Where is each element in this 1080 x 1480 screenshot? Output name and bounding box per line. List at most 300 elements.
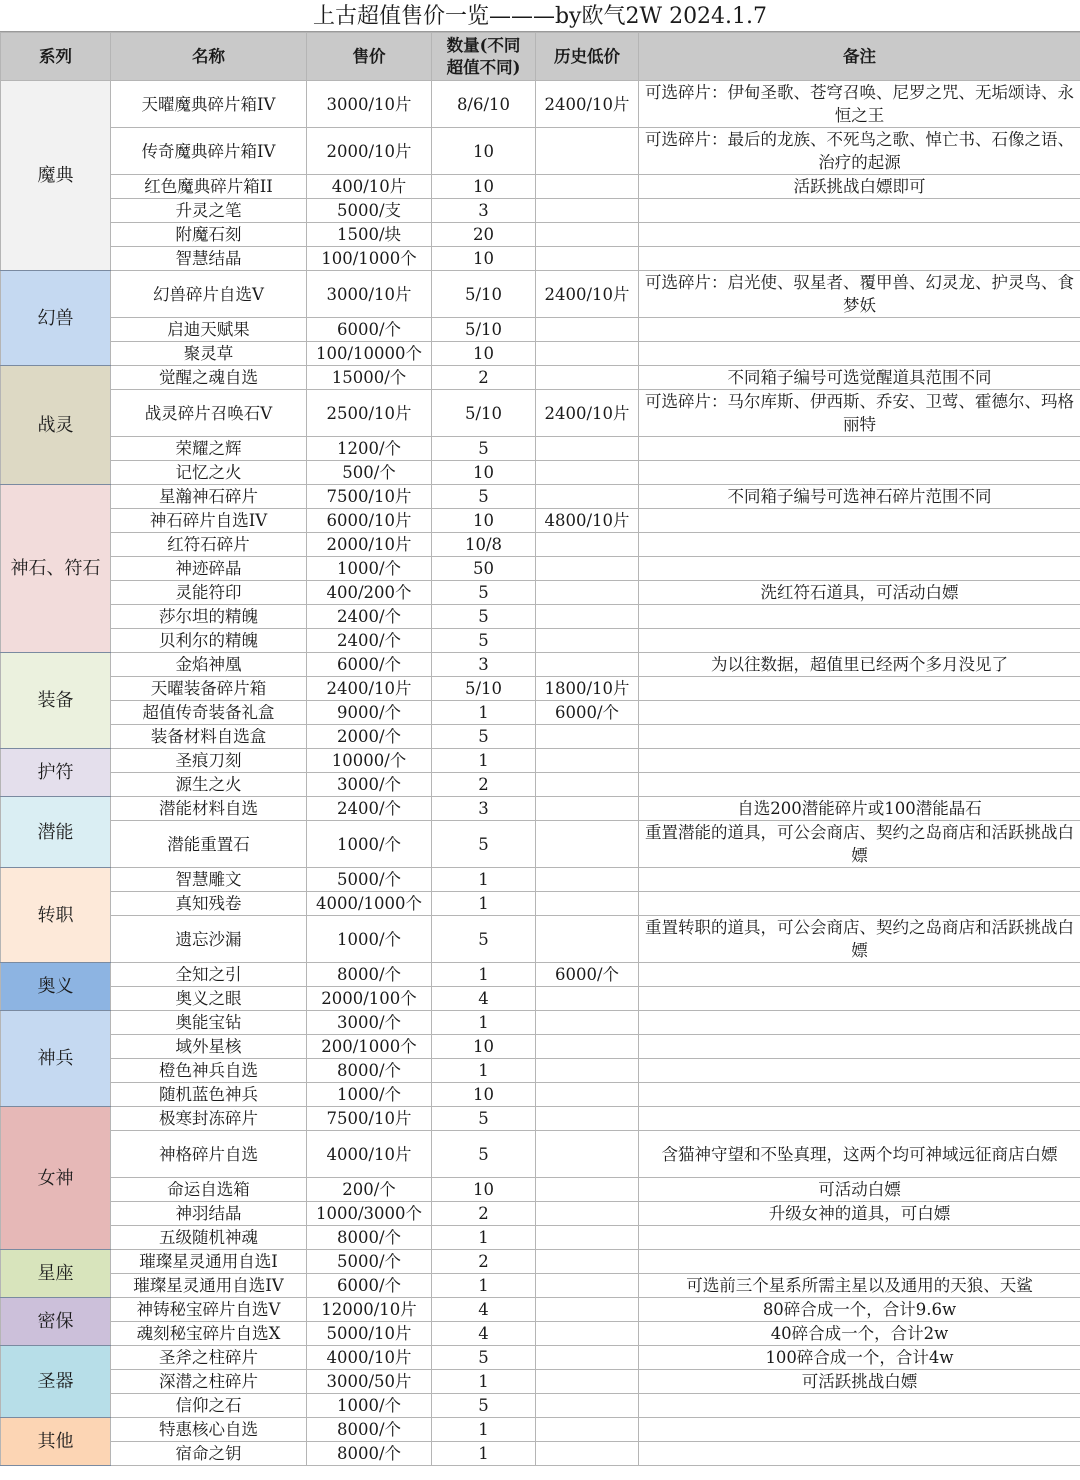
quantity-cell: 5 — [432, 581, 536, 605]
table-row — [1, 1274, 1080, 1298]
note-cell: 含猫神守望和不坠真理，这两个均可神域远征商店白嫖 — [639, 1131, 1080, 1178]
item-name-cell: 幻兽碎片自选V — [111, 271, 307, 318]
price-cell: 400/200个 — [307, 581, 432, 605]
note-cell: 80碎合成一个，合计9.6w — [639, 1298, 1080, 1322]
quantity-cell: 2 — [432, 773, 536, 797]
item-name-cell: 命运自选箱 — [111, 1178, 307, 1202]
table-row — [1, 868, 1080, 892]
quantity-cell: 1 — [432, 1059, 536, 1083]
price-cell: 15000/个 — [307, 366, 432, 390]
series-cell: 神石、符石 — [1, 485, 111, 653]
item-name-cell: 神铸秘宝碎片自选V — [111, 1298, 307, 1322]
price-cell: 7500/10片 — [307, 1107, 432, 1131]
price-cell: 2500/10片 — [307, 390, 432, 437]
historic-low-cell — [536, 1298, 639, 1322]
quantity-cell: 1 — [432, 1418, 536, 1442]
table-row — [1, 485, 1080, 509]
table-row — [1, 1083, 1080, 1107]
header-quantity-line1: 数量(不同 — [446, 35, 521, 55]
table-row — [1, 437, 1080, 461]
note-cell — [639, 509, 1080, 533]
series-cell: 护符 — [1, 749, 111, 797]
quantity-cell: 1 — [432, 868, 536, 892]
table-row — [1, 223, 1080, 247]
historic-low-cell — [536, 1107, 639, 1131]
note-cell: 为以往数据，超值里已经两个多月没见了 — [639, 653, 1080, 677]
table-row — [1, 1418, 1080, 1442]
table-row — [1, 271, 1080, 318]
price-cell: 8000/个 — [307, 1226, 432, 1250]
quantity-cell: 4 — [432, 987, 536, 1011]
header-quantity-line2: 超值不同) — [446, 57, 521, 77]
quantity-cell: 10 — [432, 461, 536, 485]
historic-low-cell — [536, 653, 639, 677]
quantity-cell: 5/10 — [432, 318, 536, 342]
quantity-cell: 10 — [432, 342, 536, 366]
quantity-cell: 5/10 — [432, 677, 536, 701]
historic-low-cell: 2400/10片 — [536, 81, 639, 128]
quantity-cell: 1 — [432, 1226, 536, 1250]
table-row — [1, 821, 1080, 868]
item-name-cell: 神羽结晶 — [111, 1202, 307, 1226]
price-cell: 9000/个 — [307, 701, 432, 725]
table-row — [1, 987, 1080, 1011]
price-cell: 1000/个 — [307, 1394, 432, 1418]
quantity-cell: 20 — [432, 223, 536, 247]
note-cell — [639, 1250, 1080, 1274]
price-cell: 6000/个 — [307, 653, 432, 677]
table-row — [1, 916, 1080, 963]
table-row — [1, 773, 1080, 797]
historic-low-cell — [536, 175, 639, 199]
price-cell: 200/1000个 — [307, 1035, 432, 1059]
series-cell: 圣器 — [1, 1346, 111, 1418]
historic-low-cell — [536, 1346, 639, 1370]
historic-low-cell — [536, 1418, 639, 1442]
note-cell: 活跃挑战白嫖即可 — [639, 175, 1080, 199]
historic-low-cell — [536, 342, 639, 366]
note-cell — [639, 868, 1080, 892]
table-row — [1, 1250, 1080, 1274]
table-row — [1, 725, 1080, 749]
price-cell: 4000/10片 — [307, 1131, 432, 1178]
price-table — [0, 32, 1080, 1466]
item-name-cell: 智慧结晶 — [111, 247, 307, 271]
historic-low-cell — [536, 1035, 639, 1059]
table-row — [1, 199, 1080, 223]
note-cell — [639, 629, 1080, 653]
note-cell: 可选碎片：最后的龙族、不死鸟之歌、悼亡书、石像之语、治疗的起源 — [639, 128, 1080, 175]
historic-low-cell — [536, 581, 639, 605]
historic-low-cell — [536, 1250, 639, 1274]
table-row — [1, 461, 1080, 485]
historic-low-cell: 4800/10片 — [536, 509, 639, 533]
quantity-cell: 5 — [432, 1107, 536, 1131]
note-cell — [639, 437, 1080, 461]
historic-low-cell: 2400/10片 — [536, 271, 639, 318]
item-name-cell: 灵能符印 — [111, 581, 307, 605]
historic-low-cell — [536, 1011, 639, 1035]
quantity-cell: 5 — [432, 1346, 536, 1370]
item-name-cell: 红色魔典碎片箱II — [111, 175, 307, 199]
item-name-cell: 觉醒之魂自选 — [111, 366, 307, 390]
header-historic-low: 历史低价 — [536, 33, 639, 81]
historic-low-cell — [536, 366, 639, 390]
item-name-cell: 特惠核心自选 — [111, 1418, 307, 1442]
sheet-title: 上古超值售价一览———by欧气2W 2024.1.7 — [0, 0, 1080, 32]
price-cell: 7500/10片 — [307, 485, 432, 509]
item-name-cell: 智慧雕文 — [111, 868, 307, 892]
price-cell: 100/1000个 — [307, 247, 432, 271]
table-row — [1, 1394, 1080, 1418]
note-cell — [639, 749, 1080, 773]
historic-low-cell: 6000/个 — [536, 963, 639, 987]
price-cell: 8000/个 — [307, 1418, 432, 1442]
historic-low-cell: 1800/10片 — [536, 677, 639, 701]
quantity-cell: 1 — [432, 1274, 536, 1298]
item-name-cell: 深潜之柱碎片 — [111, 1370, 307, 1394]
note-cell — [639, 1059, 1080, 1083]
quantity-cell: 5 — [432, 821, 536, 868]
table-row — [1, 342, 1080, 366]
quantity-cell: 10 — [432, 1083, 536, 1107]
table-row — [1, 81, 1080, 128]
note-cell: 不同箱子编号可选觉醒道具范围不同 — [639, 366, 1080, 390]
item-name-cell: 随机蓝色神兵 — [111, 1083, 307, 1107]
price-cell: 3000/个 — [307, 1011, 432, 1035]
item-name-cell: 璀璨星灵通用自选I — [111, 1250, 307, 1274]
item-name-cell: 奥义之眼 — [111, 987, 307, 1011]
table-row — [1, 557, 1080, 581]
historic-low-cell — [536, 128, 639, 175]
price-cell: 400/10片 — [307, 175, 432, 199]
item-name-cell: 域外星核 — [111, 1035, 307, 1059]
item-name-cell: 升灵之笔 — [111, 199, 307, 223]
table-body — [1, 81, 1080, 1466]
table-row — [1, 318, 1080, 342]
table-row — [1, 749, 1080, 773]
series-cell: 其他 — [1, 1418, 111, 1466]
historic-low-cell — [536, 437, 639, 461]
item-name-cell: 启迪天赋果 — [111, 318, 307, 342]
table-row — [1, 1442, 1080, 1466]
historic-low-cell — [536, 773, 639, 797]
price-cell: 8000/个 — [307, 963, 432, 987]
note-cell — [639, 963, 1080, 987]
note-cell — [639, 773, 1080, 797]
quantity-cell: 1 — [432, 1370, 536, 1394]
quantity-cell: 8/6/10 — [432, 81, 536, 128]
item-name-cell: 极寒封冻碎片 — [111, 1107, 307, 1131]
historic-low-cell — [536, 892, 639, 916]
item-name-cell: 圣痕刀刻 — [111, 749, 307, 773]
price-cell: 8000/个 — [307, 1059, 432, 1083]
item-name-cell: 战灵碎片召唤石V — [111, 390, 307, 437]
historic-low-cell — [536, 797, 639, 821]
quantity-cell: 1 — [432, 701, 536, 725]
quantity-cell: 10 — [432, 247, 536, 271]
table-row — [1, 509, 1080, 533]
historic-low-cell — [536, 725, 639, 749]
item-name-cell: 璀璨星灵通用自选IV — [111, 1274, 307, 1298]
historic-low-cell: 2400/10片 — [536, 390, 639, 437]
price-cell: 3000/50片 — [307, 1370, 432, 1394]
historic-low-cell — [536, 987, 639, 1011]
price-cell: 3000/10片 — [307, 271, 432, 318]
quantity-cell: 2 — [432, 366, 536, 390]
price-cell: 5000/10片 — [307, 1322, 432, 1346]
price-cell: 4000/10片 — [307, 1346, 432, 1370]
price-cell: 2000/10片 — [307, 533, 432, 557]
historic-low-cell — [536, 868, 639, 892]
item-name-cell: 传奇魔典碎片箱IV — [111, 128, 307, 175]
note-cell — [639, 247, 1080, 271]
item-name-cell: 附魔石刻 — [111, 223, 307, 247]
note-cell: 40碎合成一个，合计2w — [639, 1322, 1080, 1346]
historic-low-cell — [536, 1083, 639, 1107]
price-cell: 2000/10片 — [307, 128, 432, 175]
table-row — [1, 653, 1080, 677]
note-cell — [639, 987, 1080, 1011]
quantity-cell: 5/10 — [432, 271, 536, 318]
item-name-cell: 神迹碎晶 — [111, 557, 307, 581]
quantity-cell: 5 — [432, 1131, 536, 1178]
historic-low-cell — [536, 318, 639, 342]
quantity-cell: 2 — [432, 1250, 536, 1274]
historic-low-cell — [536, 821, 639, 868]
item-name-cell: 星瀚神石碎片 — [111, 485, 307, 509]
header-notes: 备注 — [639, 33, 1080, 81]
table-row — [1, 390, 1080, 437]
historic-low-cell — [536, 199, 639, 223]
table-row — [1, 1226, 1080, 1250]
series-cell: 潜能 — [1, 797, 111, 868]
table-row — [1, 1107, 1080, 1131]
quantity-cell: 5 — [432, 1394, 536, 1418]
quantity-cell: 5 — [432, 725, 536, 749]
quantity-cell: 10 — [432, 509, 536, 533]
price-cell: 2400/10片 — [307, 677, 432, 701]
price-cell: 4000/1000个 — [307, 892, 432, 916]
item-name-cell: 超值传奇装备礼盒 — [111, 701, 307, 725]
note-cell: 洗红符石道具，可活动白嫖 — [639, 581, 1080, 605]
historic-low-cell — [536, 533, 639, 557]
quantity-cell: 1 — [432, 1442, 536, 1466]
note-cell: 自选200潜能碎片或100潜能晶石 — [639, 797, 1080, 821]
item-name-cell: 魂刻秘宝碎片自选X — [111, 1322, 307, 1346]
price-cell: 2400/个 — [307, 605, 432, 629]
header-name: 名称 — [111, 33, 307, 81]
note-cell — [639, 1083, 1080, 1107]
note-cell — [639, 1107, 1080, 1131]
series-cell: 魔典 — [1, 81, 111, 271]
note-cell — [639, 1226, 1080, 1250]
note-cell: 重置潜能的道具，可公会商店、契约之岛商店和活跃挑战白嫖 — [639, 821, 1080, 868]
item-name-cell: 信仰之石 — [111, 1394, 307, 1418]
series-cell: 转职 — [1, 868, 111, 963]
price-cell: 12000/10片 — [307, 1298, 432, 1322]
quantity-cell: 1 — [432, 749, 536, 773]
note-cell — [639, 725, 1080, 749]
note-cell — [639, 557, 1080, 581]
quantity-cell: 10 — [432, 175, 536, 199]
note-cell — [639, 605, 1080, 629]
item-name-cell: 记忆之火 — [111, 461, 307, 485]
historic-low-cell — [536, 557, 639, 581]
note-cell: 可活跃挑战白嫖 — [639, 1370, 1080, 1394]
price-cell: 6000/个 — [307, 318, 432, 342]
note-cell — [639, 461, 1080, 485]
table-row — [1, 963, 1080, 987]
item-name-cell: 真知残卷 — [111, 892, 307, 916]
quantity-cell: 3 — [432, 199, 536, 223]
historic-low-cell — [536, 1442, 639, 1466]
series-cell: 奥义 — [1, 963, 111, 1011]
price-cell: 2000/100个 — [307, 987, 432, 1011]
note-cell — [639, 533, 1080, 557]
item-name-cell: 奥能宝钻 — [111, 1011, 307, 1035]
item-name-cell: 橙色神兵自选 — [111, 1059, 307, 1083]
historic-low-cell — [536, 461, 639, 485]
header-quantity — [432, 33, 536, 81]
note-cell: 可活动白嫖 — [639, 1178, 1080, 1202]
note-cell: 可选碎片：伊甸圣歌、苍穹召唤、尼罗之咒、无垢颂诗、永恒之王 — [639, 81, 1080, 128]
item-name-cell: 潜能材料自选 — [111, 797, 307, 821]
item-name-cell: 全知之引 — [111, 963, 307, 987]
historic-low-cell — [536, 1131, 639, 1178]
series-cell: 密保 — [1, 1298, 111, 1346]
note-cell — [639, 1011, 1080, 1035]
price-cell: 2400/个 — [307, 629, 432, 653]
note-cell: 升级女神的道具，可白嫖 — [639, 1202, 1080, 1226]
historic-low-cell — [536, 485, 639, 509]
item-name-cell: 宿命之钥 — [111, 1442, 307, 1466]
price-cell: 2000/个 — [307, 725, 432, 749]
price-cell: 5000/个 — [307, 868, 432, 892]
price-cell: 5000/支 — [307, 199, 432, 223]
price-cell: 3000/个 — [307, 773, 432, 797]
item-name-cell: 神格碎片自选 — [111, 1131, 307, 1178]
note-cell — [639, 1442, 1080, 1466]
series-cell: 战灵 — [1, 366, 111, 485]
price-cell: 10000/个 — [307, 749, 432, 773]
item-name-cell: 聚灵草 — [111, 342, 307, 366]
price-cell: 6000/10片 — [307, 509, 432, 533]
price-cell: 2400/个 — [307, 797, 432, 821]
historic-low-cell — [536, 1178, 639, 1202]
historic-low-cell — [536, 1274, 639, 1298]
quantity-cell: 5 — [432, 629, 536, 653]
quantity-cell: 3 — [432, 797, 536, 821]
note-cell — [639, 677, 1080, 701]
historic-low-cell — [536, 1059, 639, 1083]
note-cell — [639, 1035, 1080, 1059]
note-cell — [639, 1418, 1080, 1442]
table-row — [1, 1059, 1080, 1083]
table-row — [1, 1131, 1080, 1178]
series-cell: 星座 — [1, 1250, 111, 1298]
header-series: 系列 — [1, 33, 111, 81]
note-cell: 可选前三个星系所需主星以及通用的天狼、天鲨 — [639, 1274, 1080, 1298]
quantity-cell: 5 — [432, 916, 536, 963]
price-cell: 8000/个 — [307, 1442, 432, 1466]
quantity-cell: 5 — [432, 437, 536, 461]
historic-low-cell — [536, 247, 639, 271]
price-cell: 1000/3000个 — [307, 1202, 432, 1226]
price-cell: 6000/个 — [307, 1274, 432, 1298]
historic-low-cell — [536, 1394, 639, 1418]
quantity-cell: 2 — [432, 1202, 536, 1226]
quantity-cell: 3 — [432, 653, 536, 677]
price-cell: 500/个 — [307, 461, 432, 485]
quantity-cell: 5 — [432, 605, 536, 629]
table-row — [1, 605, 1080, 629]
note-cell — [639, 701, 1080, 725]
price-cell: 100/10000个 — [307, 342, 432, 366]
table-row — [1, 1370, 1080, 1394]
quantity-cell: 4 — [432, 1298, 536, 1322]
quantity-cell: 10 — [432, 128, 536, 175]
note-cell: 不同箱子编号可选神石碎片范围不同 — [639, 485, 1080, 509]
item-name-cell: 天曜魔典碎片箱IV — [111, 81, 307, 128]
historic-low-cell — [536, 749, 639, 773]
note-cell: 重置转职的道具，可公会商店、契约之岛商店和活跃挑战白嫖 — [639, 916, 1080, 963]
item-name-cell: 莎尔坦的精魄 — [111, 605, 307, 629]
historic-low-cell — [536, 1226, 639, 1250]
note-cell — [639, 318, 1080, 342]
item-name-cell: 潜能重置石 — [111, 821, 307, 868]
price-cell: 1000/个 — [307, 916, 432, 963]
item-name-cell: 红符石碎片 — [111, 533, 307, 557]
price-cell: 1000/个 — [307, 1083, 432, 1107]
note-cell: 可选碎片：启光使、驭星者、覆甲兽、幻灵龙、护灵鸟、食梦妖 — [639, 271, 1080, 318]
price-cell: 3000/10片 — [307, 81, 432, 128]
item-name-cell: 贝利尔的精魄 — [111, 629, 307, 653]
historic-low-cell — [536, 605, 639, 629]
quantity-cell: 5 — [432, 485, 536, 509]
quantity-cell: 10 — [432, 1178, 536, 1202]
table-row — [1, 629, 1080, 653]
table-row — [1, 175, 1080, 199]
series-cell: 神兵 — [1, 1011, 111, 1107]
note-cell — [639, 223, 1080, 247]
table-row — [1, 581, 1080, 605]
item-name-cell: 神石碎片自选IV — [111, 509, 307, 533]
note-cell — [639, 1394, 1080, 1418]
series-cell: 女神 — [1, 1107, 111, 1250]
series-cell: 幻兽 — [1, 271, 111, 366]
quantity-cell: 50 — [432, 557, 536, 581]
historic-low-cell — [536, 1322, 639, 1346]
quantity-cell: 10 — [432, 1035, 536, 1059]
series-cell: 装备 — [1, 653, 111, 749]
price-cell: 1000/个 — [307, 557, 432, 581]
price-cell: 5000/个 — [307, 1250, 432, 1274]
table-row — [1, 701, 1080, 725]
table-row — [1, 366, 1080, 390]
table-row — [1, 1298, 1080, 1322]
item-name-cell: 金焰神凰 — [111, 653, 307, 677]
historic-low-cell — [536, 629, 639, 653]
item-name-cell: 圣斧之柱碎片 — [111, 1346, 307, 1370]
table-row — [1, 797, 1080, 821]
historic-low-cell — [536, 1202, 639, 1226]
price-cell: 1500/块 — [307, 223, 432, 247]
table-row — [1, 1202, 1080, 1226]
header-price: 售价 — [307, 33, 432, 81]
note-cell — [639, 342, 1080, 366]
historic-low-cell — [536, 223, 639, 247]
